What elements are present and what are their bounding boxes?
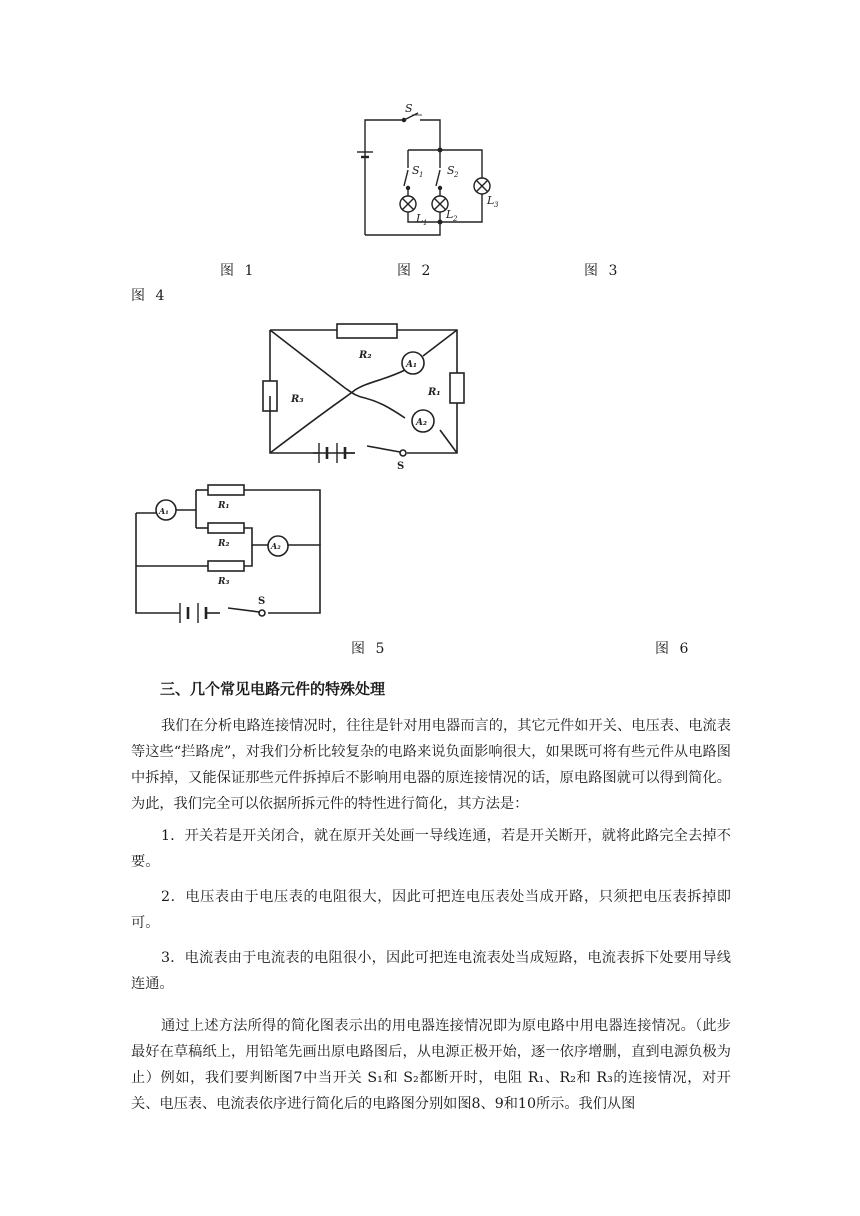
label-switch-1-sub: 1 <box>419 171 424 179</box>
resistor-r1-symbol <box>208 485 244 495</box>
label-switch-main: S <box>405 102 413 115</box>
label-switch-2-sub: 2 <box>454 171 459 179</box>
label-lamp-1-sub: 1 <box>423 219 428 227</box>
paragraph-voltmeter: 2．电压表由于电压表的电阻很大，因此可把连电压表处当成开路，只须把电压表拆掉即可。 <box>131 889 731 931</box>
circuit-diagram-lamps <box>350 100 510 240</box>
label-switch-1: S <box>412 164 420 177</box>
circuit-diagram-crossed <box>255 318 475 473</box>
resistor-r1-symbol <box>450 373 464 403</box>
label-a1: A₁ <box>406 360 417 370</box>
label-r2: R₂ <box>218 539 230 549</box>
label-a1: A₁ <box>159 506 169 516</box>
circuit-diagram-parallel <box>128 478 328 628</box>
label-lamp-3: L <box>487 194 495 207</box>
paragraph-ammeter: 3．电流表由于电流表的电阻很小，因此可把连电流表处当成短路，电流表拆下处要用导线连通。 <box>131 950 731 992</box>
label-lamp-2-sub: 2 <box>453 215 458 223</box>
label-r1: R₁ <box>218 501 230 511</box>
caption-fig2: 图 2 <box>397 263 434 279</box>
label-switch: S <box>397 461 405 472</box>
resistor-r2-symbol <box>337 324 397 338</box>
battery-symbol <box>180 603 206 623</box>
caption-fig4: 图 4 <box>131 288 168 304</box>
label-switch-2: S <box>447 164 455 177</box>
lamp-l3-symbol <box>474 178 490 194</box>
lamp-l1-symbol <box>400 196 416 212</box>
label-a2: A₂ <box>416 418 427 428</box>
caption-fig5: 图 5 <box>351 641 388 657</box>
label-lamp-2: L <box>446 208 454 221</box>
section-heading: 三、几个常见电路元件的特殊处理 <box>160 680 386 698</box>
label-r1: R₁ <box>428 387 441 398</box>
label-lamp-3-sub: 3 <box>494 201 499 209</box>
paragraph-intro: 我们在分析电路连接情况时，往往是针对用电器而言的，其它元件如开关、电压表、电流表等这些“拦路虎”，对我们分析比较复杂的电路来说负面影响很大，如果既可将有些元件从电路图中拆掉，又能保证那些元件拆掉后不影响用电器的原连接情况的话，原电路图就可以得到简化。为此，我们完全可以依据所拆元件的特性进行简化，其方法是： <box>131 718 731 812</box>
paragraph-switch: 1．开关若是开关闭合，就在原开关处画一导线连通，若是开关断开，就将此路完全去掉不要。 <box>131 828 731 870</box>
label-r3: R₃ <box>218 577 230 587</box>
resistor-r2-symbol <box>208 523 244 533</box>
label-switch: S <box>258 596 266 607</box>
resistor-r3-symbol <box>208 561 244 571</box>
caption-fig1: 图 1 <box>220 263 257 279</box>
label-a2: A₂ <box>271 541 281 551</box>
label-r2: R₂ <box>359 350 372 361</box>
paragraph-summary: 通过上述方法所得的简化图表示出的用电器连接情况即为原电路中用电器连接情况。（此步最好在草稿纸上，用铅笔先画出原电路图后，从电源正极开始，逐一依序增删，直到电源负极为止）例如，我们要判断图7中当开关 S₁和 S₂都断开时，电阻 R₁、R₂和 R₃的连接情况，对开关、电压表、电流表依序进行简化后的电路图分别如图8、9和10所示。我们从图 <box>131 1018 731 1112</box>
caption-fig6: 图 6 <box>655 641 692 657</box>
caption-fig3: 图 3 <box>584 263 621 279</box>
label-lamp-1: L <box>416 212 424 225</box>
label-r3: R₃ <box>291 394 304 405</box>
